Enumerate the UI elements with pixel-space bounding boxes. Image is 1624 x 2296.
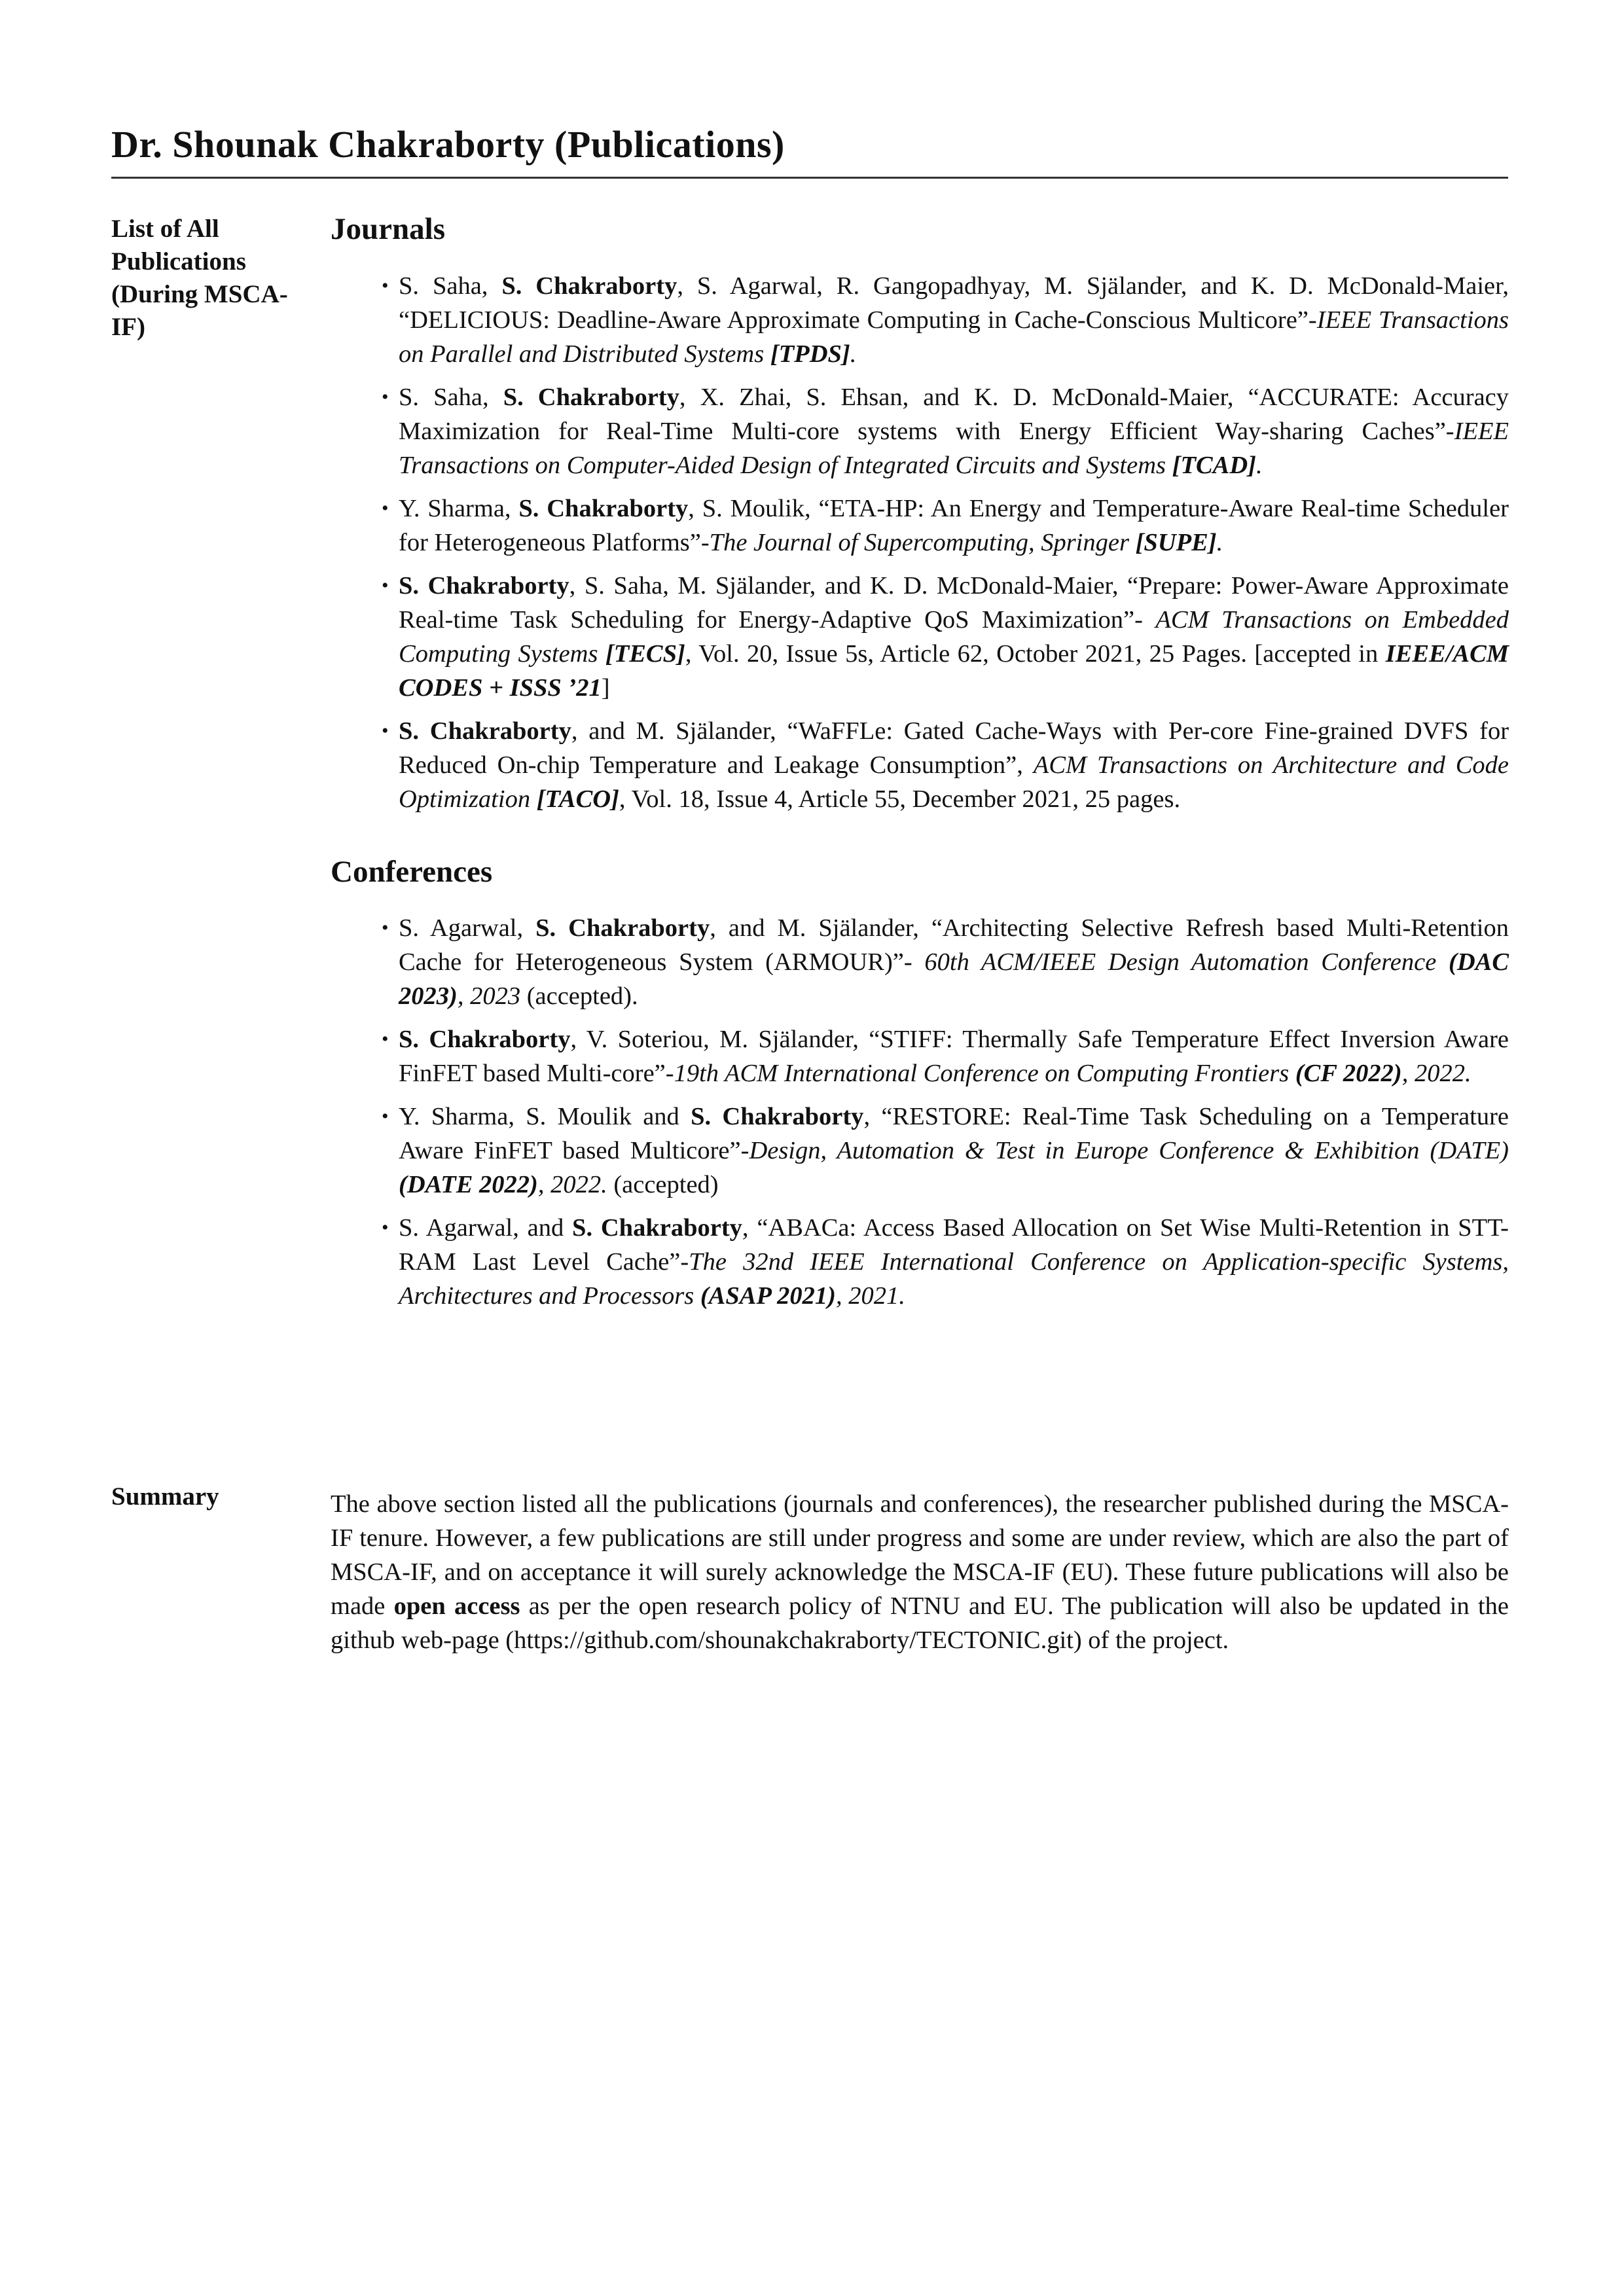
- venue-abbrev: [TPDS]: [770, 340, 850, 368]
- venue: IEEE Transactions on Computer-Aided Design of Integrated Circuits and Systems: [399, 417, 1509, 479]
- authors-pre: S. Agarwal, and: [399, 1214, 573, 1242]
- authors-pre: S. Saha,: [399, 383, 503, 411]
- tail: (accepted): [607, 1171, 719, 1199]
- accepted-venue: IEEE/ACM CODES + ISSS ’21: [399, 639, 1509, 702]
- tail: (accepted).: [520, 982, 638, 1011]
- conference-item: [331, 911, 1509, 1013]
- title-rule: [111, 177, 1508, 179]
- conferences-heading: Conferences: [331, 854, 493, 889]
- authors-post: ,: [742, 1214, 757, 1242]
- paper-title: “Prepare: Power-Aware Approximate Real-time Task Scheduling for Energy-Adaptive QoS Maximization”-: [399, 571, 1509, 634]
- publications-body: [331, 213, 1509, 1322]
- journals-heading: Journals: [331, 212, 445, 246]
- journal-item: [331, 569, 1509, 705]
- tail: .: [850, 340, 857, 368]
- authors-pre: S. Agarwal,: [399, 914, 536, 942]
- extra-tail: ]: [601, 673, 610, 702]
- summary-text-pre: The above section listed all the publications (journals and conferences), the researcher published during the MSCA-IF tenure. However, a few publications are still under progress and some are under review, which are also the part of MSCA-IF, and on acceptance it will surely acknowledge the MSCA-IF (EU). These future publications will also be made: [331, 1490, 1509, 1620]
- venue-year: , 2021.: [836, 1282, 905, 1310]
- venue-abbrev: (CF 2022): [1295, 1060, 1402, 1088]
- authors-post: , and M. Själander,: [710, 914, 931, 942]
- authors-post: , S. Moulik,: [688, 494, 819, 522]
- conference-item: [331, 1022, 1509, 1090]
- author-highlight: S. Chakraborty: [535, 914, 710, 942]
- venue-abbrev: (DAC 2023): [399, 948, 1509, 1011]
- journal-item: [331, 492, 1509, 560]
- paper-title: “WaFFLe: Gated Cache-Ways with Per-core Fine-grained DVFS for Reduced On-chip Temperature and Leakage Consumption”,: [399, 717, 1509, 779]
- author-highlight: S. Chakraborty: [399, 571, 569, 600]
- authors-post: , S. Agarwal, R. Gangopadhyay, M. Själander, and K. D. McDonald-Maier,: [677, 272, 1509, 300]
- author-highlight: S. Chakraborty: [518, 494, 689, 522]
- journal-item: [331, 714, 1509, 816]
- bullet-icon: •: [382, 274, 389, 296]
- bullet-icon: •: [382, 574, 389, 596]
- open-access-emphasis: open access: [393, 1592, 520, 1620]
- paper-title: “Architecting Selective Refresh based Multi-Retention Cache for Heterogeneous System (ARMOUR)”-: [399, 914, 1509, 977]
- venue-abbrev: [SUPE]: [1135, 528, 1217, 556]
- author-highlight: S. Chakraborty: [399, 717, 571, 745]
- bullet-icon: •: [382, 1217, 389, 1239]
- venue-abbrev: (ASAP 2021): [700, 1282, 836, 1310]
- venue-year: , 2022.: [1401, 1060, 1471, 1088]
- venue-year: , 2023: [457, 982, 521, 1011]
- tail: .: [1255, 451, 1263, 479]
- author-highlight: S. Chakraborty: [399, 1026, 571, 1054]
- author-highlight: S. Chakraborty: [501, 272, 677, 300]
- authors-post: , S. Saha, M. Själander, and K. D. McDonald-Maier,: [569, 571, 1128, 600]
- page-title: Dr. Shounak Chakraborty (Publications): [111, 123, 785, 166]
- tail: , Vol. 20, Issue 5s, Article 62, October 2021, 25 Pages. [accepted in: [685, 639, 1386, 668]
- venue: 60th ACM/IEEE Design Automation Conference: [924, 948, 1449, 977]
- author-highlight: S. Chakraborty: [691, 1103, 864, 1131]
- paper-title: “ETA-HP: An Energy and Temperature-Aware Real-time Scheduler for Heterogeneous Platforms”-: [399, 494, 1509, 556]
- author-highlight: S. Chakraborty: [503, 383, 679, 411]
- venue-abbrev: [TACO]: [536, 785, 619, 813]
- summary-paragraph: [331, 1487, 1509, 1657]
- authors-pre: S. Saha,: [399, 272, 502, 300]
- authors-post: , V. Soteriou, M. Själander,: [570, 1026, 869, 1054]
- authors-post: ,: [863, 1103, 882, 1131]
- tail: .: [1216, 528, 1223, 556]
- journals-list: [331, 269, 1509, 816]
- tail: , Vol. 18, Issue 4, Article 55, December 2021, 25 pages.: [619, 785, 1181, 813]
- venue: ACM Transactions on Embedded Computing Systems: [399, 605, 1509, 668]
- venue: The 32nd IEEE International Conference on Application-specific Systems, Architectures and Processors: [399, 1248, 1509, 1310]
- summary-body: [331, 1487, 1509, 1657]
- venue: ACM Transactions on Architecture and Code Optimization: [399, 751, 1509, 813]
- paper-title: “ABACa: Access Based Allocation on Set Wise Multi-Retention in STT-RAM Last Level Cache”-: [399, 1214, 1509, 1276]
- authors-post: , and M. Själander,: [571, 717, 787, 745]
- venue: IEEE Transactions on Parallel and Distributed Systems: [399, 306, 1509, 368]
- summary-text-post: as per the open research policy of NTNU and EU. The publication will also be updated in the github web-page (https://github.com/shounakchakraborty/TECTONIC.git) of the project.: [331, 1592, 1509, 1654]
- bullet-icon: •: [382, 917, 389, 939]
- summary-label: Summary: [111, 1482, 219, 1511]
- authors-pre: Y. Sharma, S. Moulik and: [399, 1103, 691, 1131]
- bullet-icon: •: [382, 1105, 389, 1128]
- conferences-list: [331, 911, 1509, 1313]
- author-highlight: S. Chakraborty: [572, 1214, 742, 1242]
- venue-abbrev: [TCAD]: [1172, 451, 1256, 479]
- paper-title: “DELICIOUS: Deadline-Aware Approximate Computing in Cache-Conscious Multicore”-: [399, 306, 1317, 334]
- conference-item: [331, 1211, 1509, 1313]
- publications-label: List of All Publications (During MSCA-IF): [111, 215, 288, 341]
- venue-abbrev: [TECS]: [605, 639, 685, 668]
- journal-item: [331, 269, 1509, 371]
- bullet-icon: •: [382, 386, 389, 408]
- bullet-icon: •: [382, 1028, 389, 1050]
- authors-post: , X. Zhai, S. Ehsan, and K. D. McDonald-Maier,: [679, 383, 1248, 411]
- journal-item: [331, 380, 1509, 482]
- venue: Design, Automation & Test in Europe Conference & Exhibition (DATE): [749, 1137, 1509, 1165]
- venue: 19th ACM International Conference on Computing Frontiers: [674, 1060, 1295, 1088]
- paper-title: “RESTORE: Real-Time Task Scheduling on a Temperature Aware FinFET based Multicore”-: [399, 1103, 1509, 1165]
- bullet-icon: •: [382, 719, 389, 742]
- venue-abbrev: (DATE 2022): [399, 1171, 538, 1199]
- venue: The Journal of Supercomputing, Springer: [709, 528, 1136, 556]
- bullet-icon: •: [382, 497, 389, 519]
- paper-title: “ACCURATE: Accuracy Maximization for Real-Time Multi-core systems with Energy Efficient Way-sharing Caches”-: [399, 383, 1509, 445]
- paper-title: “STIFF: Thermally Safe Temperature Effect Inversion Aware FinFET based Multi-core”-: [399, 1026, 1509, 1088]
- conference-item: [331, 1100, 1509, 1202]
- venue-year: , 2022.: [537, 1171, 607, 1199]
- authors-pre: Y. Sharma,: [399, 494, 519, 522]
